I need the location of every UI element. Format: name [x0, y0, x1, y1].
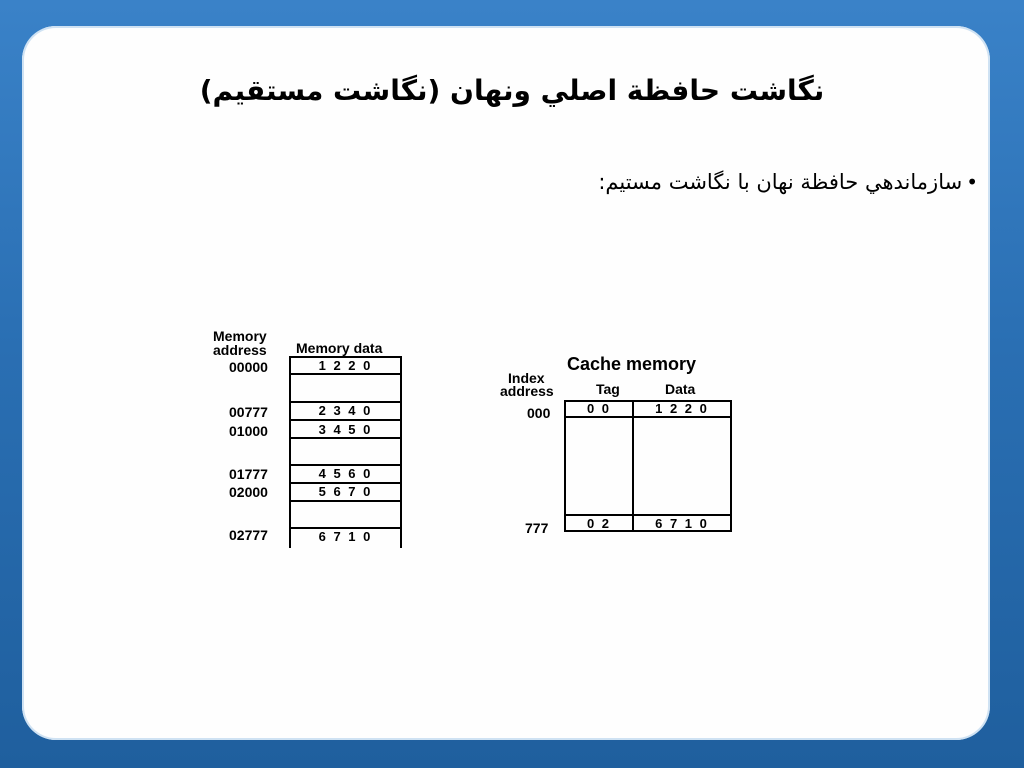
- memory-address-header-2: address: [213, 342, 267, 358]
- memory-line: [289, 373, 402, 375]
- bullet-text: سازماندهي حافظة نهان با نگاشت مستيم:: [598, 170, 963, 194]
- cache-title: Cache memory: [567, 354, 697, 374]
- cache-data-cell: 1 2 2 0: [655, 401, 709, 416]
- bullet-symbol: •: [966, 170, 978, 194]
- memory-address: 02777: [229, 527, 268, 543]
- memory-line: [289, 500, 402, 502]
- memory-address: 01777: [229, 466, 268, 482]
- memory-data-cell: 3 4 5 0: [318, 422, 373, 437]
- cache-tag-header: Tag: [596, 381, 620, 397]
- memory-address: 02000: [229, 484, 268, 500]
- slide-title: نگاشت حافظة اصلي ونهان (نگاشت مستقيم): [199, 74, 825, 107]
- cache-data-header: Data: [665, 381, 696, 397]
- memory-address: 01000: [229, 423, 268, 439]
- cache-index: 777: [525, 520, 549, 536]
- memory-data-cell: 4 5 6 0: [318, 466, 373, 481]
- cache-divider: [632, 400, 634, 532]
- memory-address: 00777: [229, 404, 268, 420]
- bullet-item: [598, 170, 978, 194]
- memory-data-cell: 5 6 7 0: [318, 484, 373, 499]
- memory-left-border: [289, 356, 291, 548]
- memory-data-cell: 6 7 1 0: [318, 529, 373, 544]
- memory-line: [289, 419, 402, 421]
- cache-tag-cell: 0 2: [586, 516, 612, 531]
- cache-tag-cell: 0 0: [586, 401, 612, 416]
- cache-index: 000: [527, 405, 551, 421]
- memory-right-border: [400, 356, 402, 548]
- cache-data-cell: 6 7 1 0: [655, 516, 709, 531]
- cache-line: [564, 416, 732, 418]
- cache-left-border: [564, 400, 566, 532]
- memory-data-cell: 2 3 4 0: [318, 403, 373, 418]
- memory-address: 00000: [229, 359, 268, 375]
- memory-data-cell: 1 2 2 0: [318, 358, 373, 373]
- cache-right-border: [730, 400, 732, 532]
- memory-line: [289, 437, 402, 439]
- memory-address-header-1: Memory: [213, 328, 267, 344]
- memory-data-header: Memory data: [296, 340, 383, 356]
- cache-index-header-2: address: [500, 383, 554, 399]
- cache-index-header-1: Index: [508, 370, 545, 386]
